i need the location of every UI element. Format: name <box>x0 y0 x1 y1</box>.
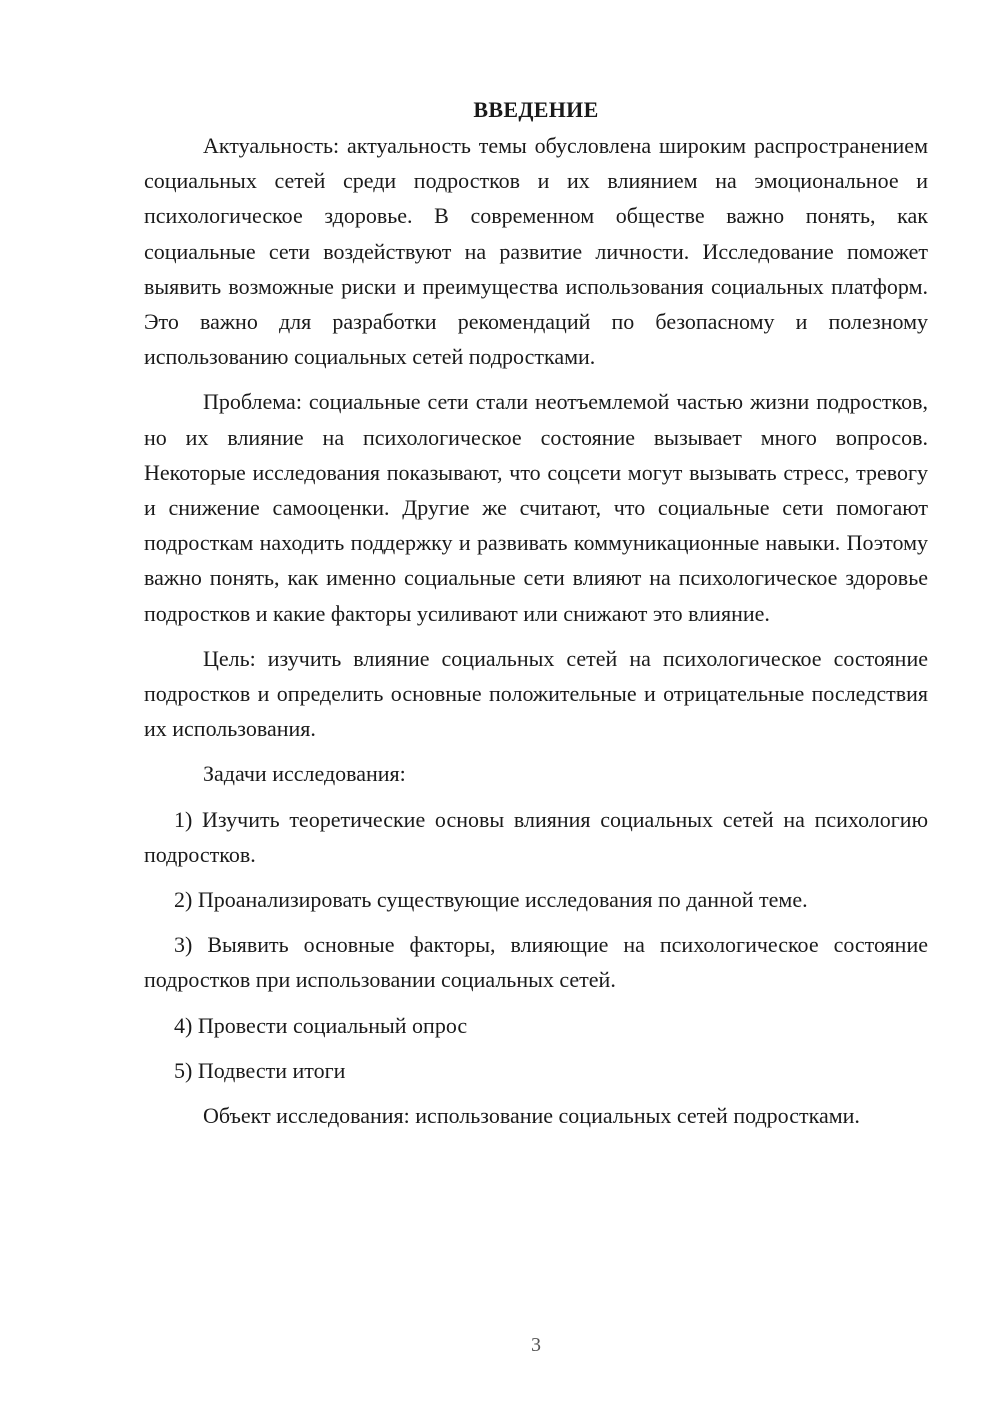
tasks-heading: Задачи исследования: <box>203 761 406 787</box>
page-number: 3 <box>531 1334 541 1356</box>
task-item: 2) Проанализировать существующие исследования по данной теме. <box>174 887 808 913</box>
task-item: 3) Выявить основные факторы, влияющие на психологическое состояние подростков при использовании социальных сетей. <box>144 932 928 993</box>
relevance-paragraph: Актуальность: актуальность темы обусловлена широким распространением социальных сетей среди подростков и их влиянием на эмоциональное и психологическое здоровье. В современном обществе важно понять, как социальные сети воздействуют на развитие личности. Исследование поможет выявить возможные риски и преимущества использования социальных платформ. Это важно для разработки рекомендаций по безопасному и полезному использованию социальных сетей подростками. <box>144 133 928 370</box>
goal-paragraph: Цель: изучить влияние социальных сетей на психологическое состояние подростков и определить основные положительные и отрицательные последствия их использования. <box>144 645 928 742</box>
problem-paragraph: Проблема: социальные сети стали неотъемлемой частью жизни подростков, но их влияние на психологическое состояние вызывает много вопросов. Некоторые исследования показывают, что соцсети могут вызывать стресс, тревогу и снижение самооценки. Другие же считают, что социальные сети помогают подросткам находить поддержку и развивать коммуникационные навыки. Поэтому важно понять, как именно социальные сети влияют на психологическое здоровье подростков и какие факторы усиливают или снижают это влияние. <box>144 389 928 626</box>
task-item: 4) Провести социальный опрос <box>174 1012 468 1038</box>
task-item: 5) Подвести итоги <box>174 1057 346 1083</box>
task-item: 1) Изучить теоретические основы влияния социальных сетей на психологию подростков. <box>144 806 928 867</box>
object-paragraph: Объект исследования: использование социальных сетей подростками. <box>203 1103 860 1129</box>
section-heading: ВВЕДЕНИЕ <box>473 97 599 122</box>
document-page <box>144 92 928 1143</box>
